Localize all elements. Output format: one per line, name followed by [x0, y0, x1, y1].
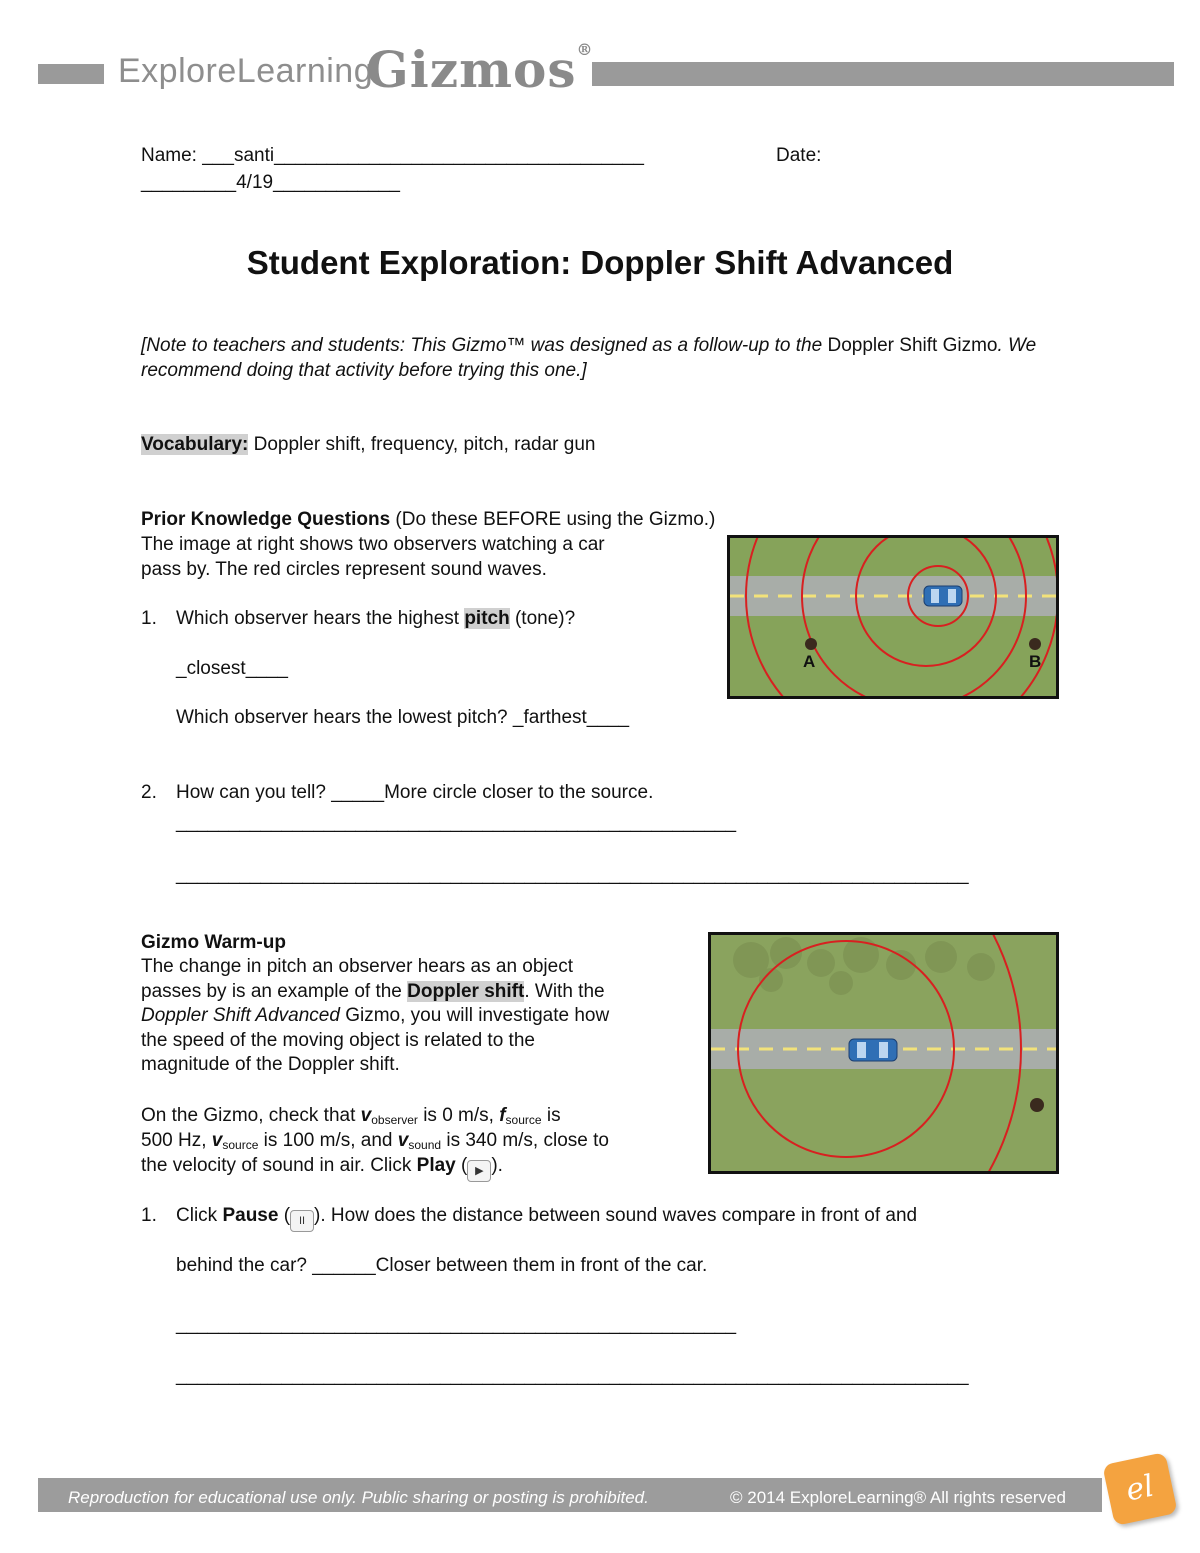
footer-copyright: © 2014 ExploreLearning® All rights reserved [730, 1488, 1066, 1507]
vocabulary-terms: Doppler shift, frequency, pitch, radar gun [248, 434, 596, 455]
symbol-v-observer: v [360, 1105, 372, 1126]
warmup-p1-line-4: the speed of the moving object is related to the [141, 1030, 535, 1051]
warmup-q1-number: 1. [141, 1205, 157, 1226]
prior-q2-number: 2. [141, 782, 157, 803]
prior-q1b: Which observer hears the lowest pitch? _farthest____ [176, 707, 630, 728]
note-gizmo-name: Doppler Shift Gizmo [827, 335, 998, 356]
warmup-p2-text-5: is 100 m/s, and [258, 1130, 398, 1151]
explorelearning-logo-icon [1102, 1452, 1177, 1526]
prior-q2: How can you tell? _____More circle closer to the source. [176, 782, 654, 803]
brand-registered-mark: ® [576, 40, 594, 59]
warmup-p1-line-3 [141, 1003, 609, 1028]
symbol-v-source: v [211, 1130, 223, 1151]
subscript-source-f: source [505, 1113, 542, 1127]
warmup-q1-text-2: ( [278, 1205, 291, 1226]
warmup-p1-line-1: The change in pitch an observer hears as an object [141, 956, 573, 977]
note-text-1: [Note to teachers and students: This Gizmo™ was designed as a follow-up to the [141, 335, 828, 356]
warmup-p2-line-3 [141, 1153, 503, 1182]
date-label: Date: [776, 145, 822, 166]
warmup-p2-text-8: ( [455, 1155, 468, 1176]
play-icon: ▶ [467, 1160, 491, 1182]
warmup-q1 [176, 1203, 917, 1232]
symbol-v-sound: v [397, 1130, 409, 1151]
warmup-q1-answer-line-2: ___________________________________________________________________________ [176, 1365, 969, 1386]
warmup-gizmo-name: Doppler Shift Advanced [141, 1005, 340, 1026]
pause-label: Pause [222, 1205, 279, 1226]
header-bar-left [38, 64, 104, 84]
pause-icon: II [290, 1210, 314, 1232]
symbol-f-source: f [499, 1105, 506, 1126]
warmup-p1-line-3-text: Gizmo, you will investigate how [339, 1005, 610, 1026]
warmup-p1-line-2-end: . With the [524, 981, 605, 1002]
warmup-p2-text-2: is 0 m/s, [417, 1105, 500, 1126]
warmup-p2-text-3: is [541, 1105, 561, 1126]
prior-q2-answer-line-1: _____________________________________________________ [176, 812, 737, 833]
warmup-q1-text-1: Click [176, 1205, 223, 1226]
prior-heading-text: Prior Knowledge Questions [141, 509, 391, 530]
teacher-note [141, 333, 1071, 383]
prior-q1-text: Which observer hears the highest [176, 608, 465, 629]
warmup-p1-line-2 [141, 979, 605, 1004]
warmup-p2-text-7: the velocity of sound in air. Click [141, 1155, 417, 1176]
prior-q1-answer: _closest____ [176, 658, 288, 679]
date-field: _________4/19____________ [141, 172, 400, 193]
warmup-p1-line-5: magnitude of the Doppler shift. [141, 1054, 400, 1075]
play-label: Play [416, 1155, 456, 1176]
logo-text: el [1122, 1468, 1157, 1509]
prior-q2-answer-line-2: ___________________________________________________________________________ [176, 864, 969, 885]
prior-heading-note: (Do these BEFORE using the Gizmo.) [390, 509, 716, 530]
prior-q1-term: pitch [464, 608, 510, 629]
brand-explorelearning: ExploreLearning [118, 52, 374, 90]
warmup-p2-text-9: ). [491, 1155, 503, 1176]
warmup-q1-text-3: ). How does the distance between sound waves compare in front of and [314, 1205, 918, 1226]
warmup-heading: Gizmo Warm-up [141, 932, 286, 953]
warmup-term-doppler-shift: Doppler shift [407, 981, 525, 1002]
page-title: Student Exploration: Doppler Shift Advanced [246, 244, 954, 281]
prior-intro-line-1: The image at right shows two observers watching a car [141, 534, 605, 555]
subscript-source-v: source [222, 1138, 259, 1152]
doppler-figure-observers-drawing [730, 538, 1056, 696]
doppler-figure-moving-car-drawing [711, 935, 1056, 1171]
brand-gizmos-text: Gizmos [366, 40, 577, 99]
brand-gizmos [366, 40, 594, 99]
observer-b-label: B [1029, 652, 1042, 671]
prior-intro-line-2: pass by. The red circles represent sound waves. [141, 559, 547, 580]
warmup-p1-line-2-text: passes by is an example of the [141, 981, 408, 1002]
subscript-observer: observer [371, 1113, 418, 1127]
prior-knowledge-heading [141, 507, 715, 532]
observer-a-label: A [803, 652, 816, 671]
footer-disclaimer: Reproduction for educational use only. Public sharing or posting is prohibited. [68, 1488, 649, 1507]
prior-q1-number: 1. [141, 608, 157, 629]
warmup-p2-text-1: On the Gizmo, check that [141, 1105, 361, 1126]
prior-q1-text-end: (tone)? [509, 608, 576, 629]
vocabulary-label: Vocabulary: [141, 434, 249, 455]
note-text-2: . We recommend doing that activity before trying this one.] [141, 335, 1037, 381]
warmup-q1-line-2: behind the car? ______Closer between them in front of the car. [176, 1255, 708, 1276]
doppler-figure-moving-car [708, 932, 1059, 1174]
name-field: Name: ___santi___________________________________ [141, 145, 644, 166]
subscript-sound: sound [408, 1138, 442, 1152]
vocabulary [141, 432, 595, 457]
header-bar-right [592, 62, 1174, 86]
warmup-q1-answer-line-1: _____________________________________________________ [176, 1314, 737, 1335]
warmup-p2-text-6: is 340 m/s, close to [441, 1130, 609, 1151]
doppler-figure-observers [727, 535, 1059, 699]
warmup-p2-text-4: 500 Hz, [141, 1130, 212, 1151]
prior-q1 [176, 606, 575, 631]
